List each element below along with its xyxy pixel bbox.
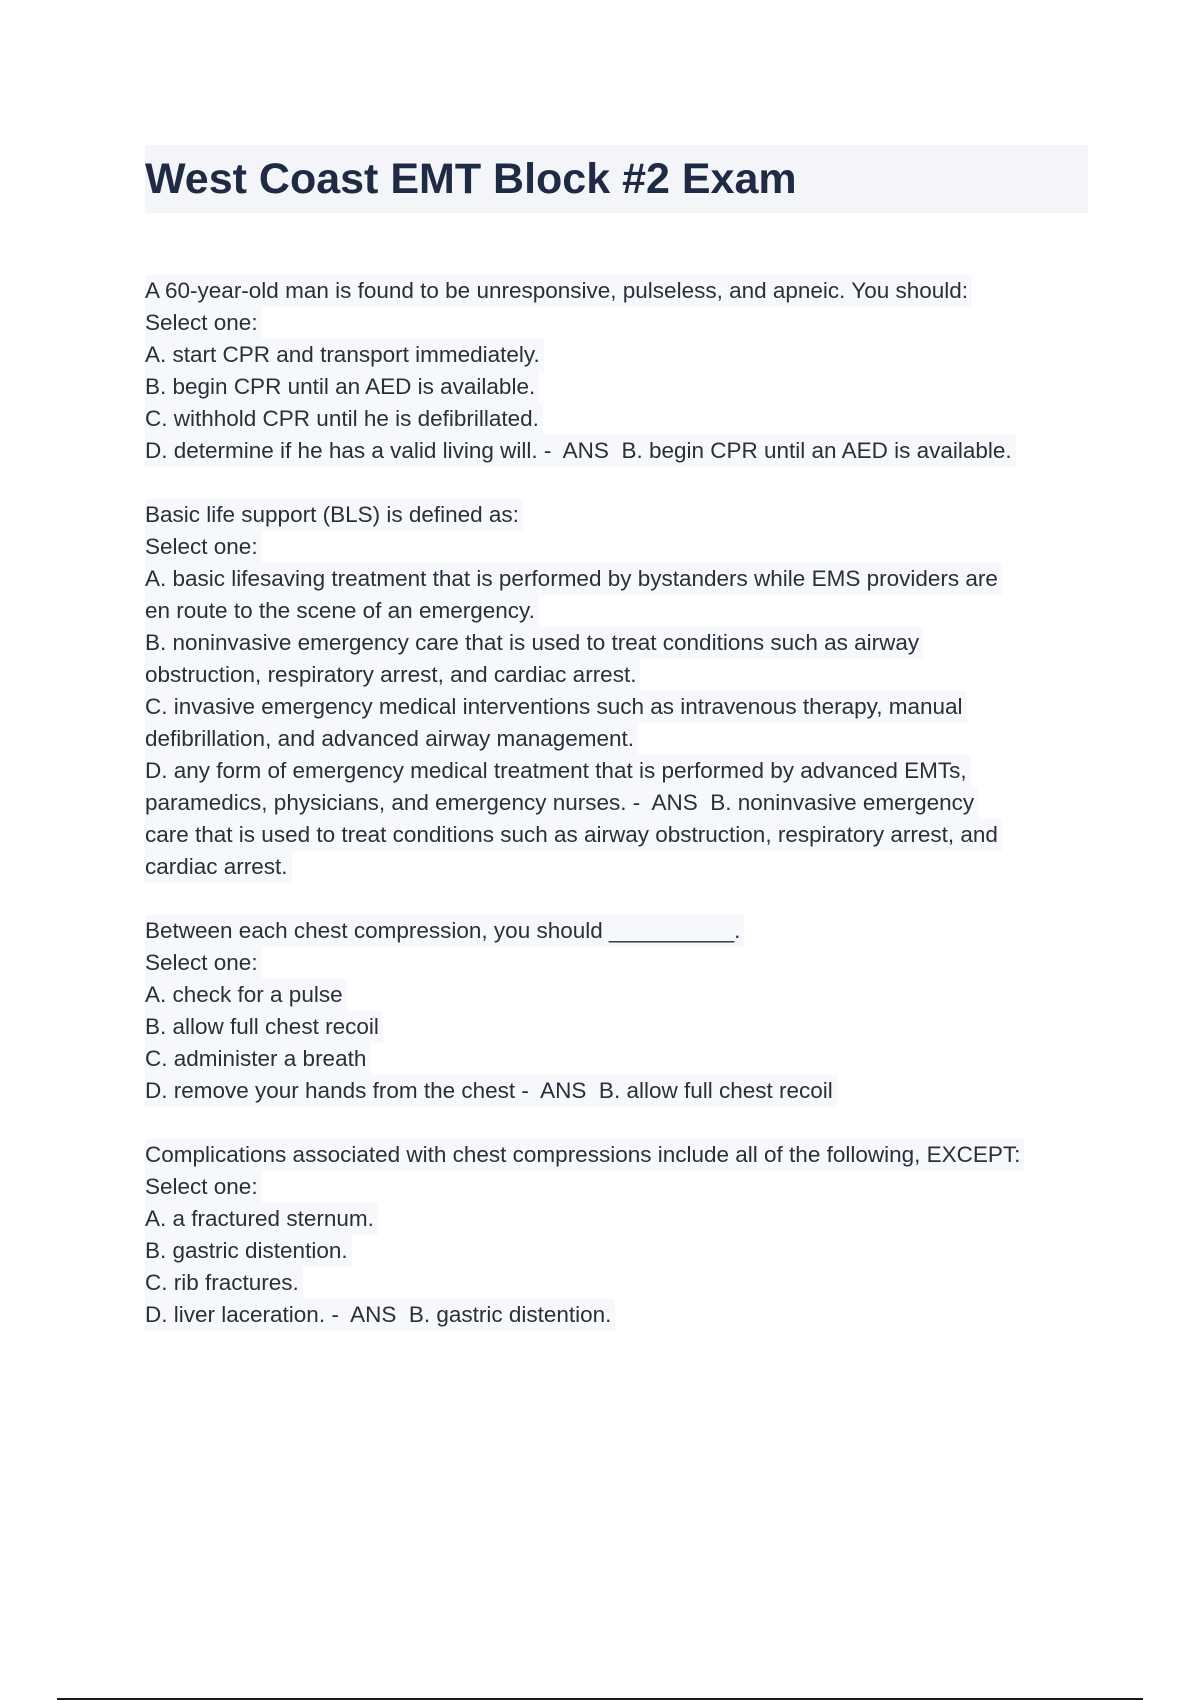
question-list (145, 275, 1105, 1363)
answer-option-line: D. liver laceration. - ANS B. gastric distention. (145, 1299, 615, 1331)
select-one-label: Select one: (145, 947, 262, 979)
answer-option-line: D. determine if he has a valid living will. - ANS B. begin CPR until an AED is available. (145, 435, 1016, 467)
question-prompt: Complications associated with chest compressions include all of the following, EXCEPT: (145, 1139, 1024, 1171)
answer-option-line: paramedics, physicians, and emergency nurses. - ANS B. noninvasive emergency (145, 787, 978, 819)
answer-option-line: C. withhold CPR until he is defibrillated. (145, 403, 543, 435)
answer-option-line: defibrillation, and advanced airway management. (145, 723, 638, 755)
answer-option-line: A. basic lifesaving treatment that is performed by bystanders while EMS providers are (145, 563, 1002, 595)
answer-option-line: A. a fractured sternum. (145, 1203, 378, 1235)
question-block (145, 1139, 1105, 1331)
question-prompt: Basic life support (BLS) is defined as: (145, 499, 523, 531)
answer-option-line: B. begin CPR until an AED is available. (145, 371, 539, 403)
question-prompt: Between each chest compression, you should __________. (145, 915, 744, 947)
question-block (145, 915, 1105, 1107)
answer-option-line: B. allow full chest recoil (145, 1011, 383, 1043)
question-block (145, 275, 1105, 467)
answer-option-line: B. gastric distention. (145, 1235, 352, 1267)
answer-option-line: en route to the scene of an emergency. (145, 595, 539, 627)
answer-option-line: A. start CPR and transport immediately. (145, 339, 544, 371)
answer-option-line: D. any form of emergency medical treatment that is performed by advanced EMTs, (145, 755, 971, 787)
answer-option-line: C. invasive emergency medical interventions such as intravenous therapy, manual (145, 691, 967, 723)
question-prompt: A 60-year-old man is found to be unresponsive, pulseless, and apneic. You should: (145, 275, 972, 307)
page-title: West Coast EMT Block #2 Exam (145, 154, 797, 203)
answer-option-line: B. noninvasive emergency care that is used to treat conditions such as airway (145, 627, 923, 659)
title-banner (145, 145, 1088, 213)
select-one-label: Select one: (145, 1171, 262, 1203)
answer-option-line: cardiac arrest. (145, 851, 292, 883)
select-one-label: Select one: (145, 307, 262, 339)
answer-option-line: C. rib fractures. (145, 1267, 303, 1299)
answer-option-line: obstruction, respiratory arrest, and cardiac arrest. (145, 659, 640, 691)
select-one-label: Select one: (145, 531, 262, 563)
answer-option-line: care that is used to treat conditions such as airway obstruction, respiratory arrest, and (145, 819, 1002, 851)
answer-option-line: A. check for a pulse (145, 979, 347, 1011)
question-block (145, 499, 1105, 883)
answer-option-line: D. remove your hands from the chest - ANS B. allow full chest recoil (145, 1075, 837, 1107)
answer-option-line: C. administer a breath (145, 1043, 370, 1075)
